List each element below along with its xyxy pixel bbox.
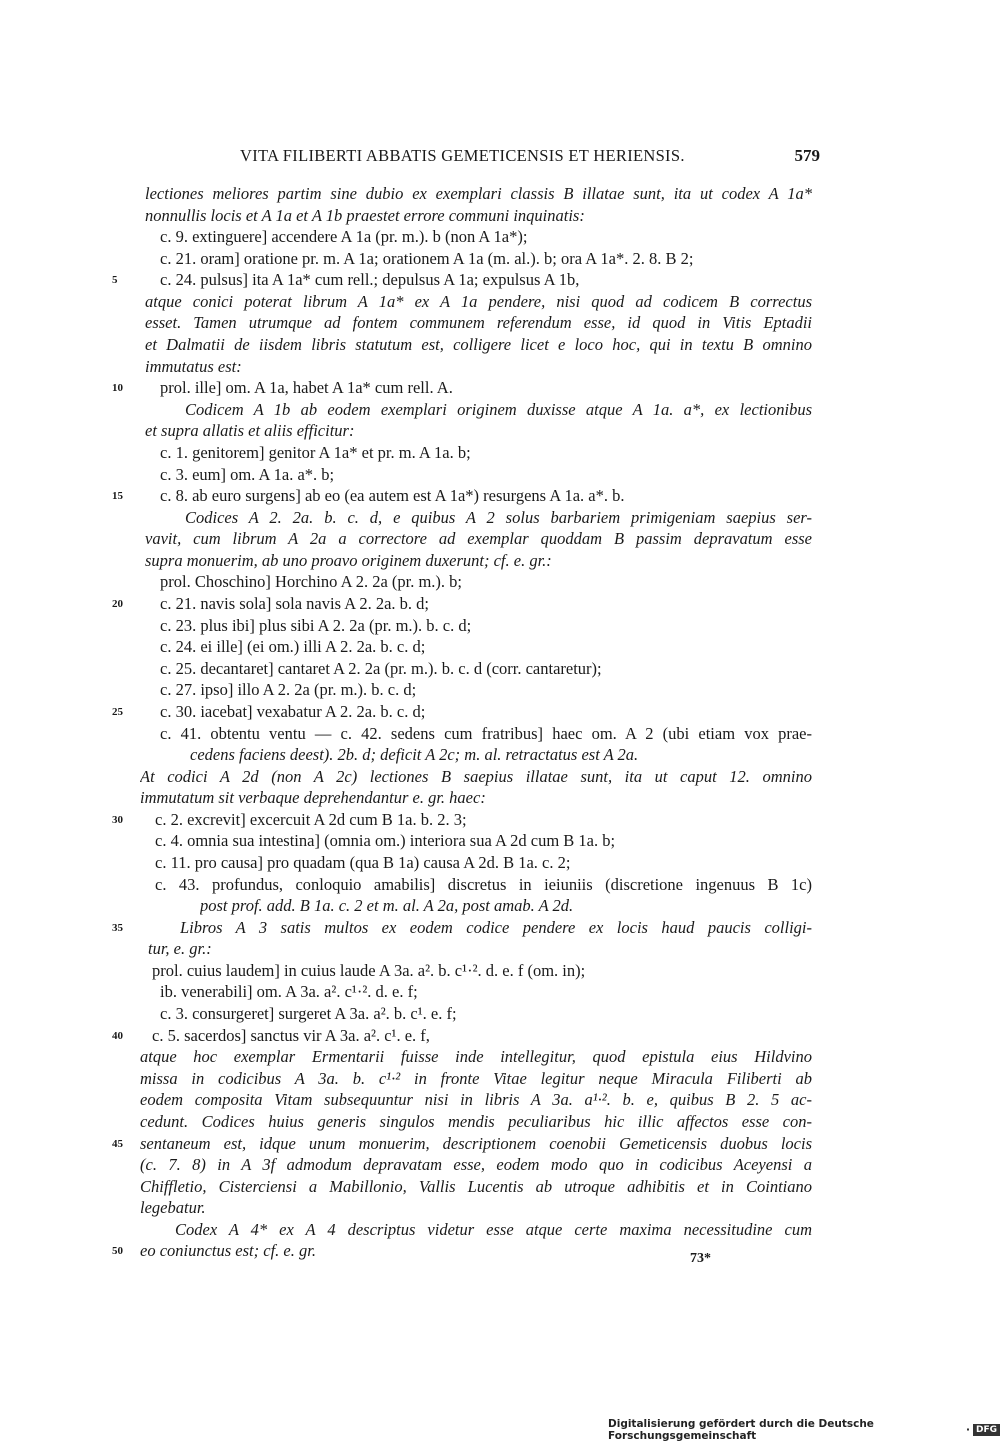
text-line: c. 41. obtentu ventu — c. 42. sedens cum fratribus] haec om. A 2 (ubi etiam vox prae- [160, 724, 812, 743]
text-line: lectiones meliores partim sine dubio ex exemplari classis B illatae sunt, ita ut codex A 1a* [145, 184, 812, 203]
text-line: Codicem A 1b ab eodem exemplari originem duxisse atque A 1a. a*, ex lectionibus [185, 400, 812, 419]
text-line: c. 25. decantaret] cantaret A 2. 2a (pr. m.). b. c. d (corr. cantaretur); [160, 659, 602, 678]
text-line: eo coniunctus est; cf. e. gr. [140, 1241, 316, 1260]
text-line: Chiffletio, Cisterciensi a Mabillonio, Vallis Lucentis ab utroque adhibitis et in Cointiano [140, 1177, 812, 1196]
line-number: 25 [112, 706, 123, 718]
page-number: 579 [794, 146, 820, 165]
text-line: c. 24. pulsus] ita A 1a* cum rell.; depulsus A 1a; expulsus A 1b, [160, 270, 580, 289]
text-line: sentaneum est, idque unum monuerim, descriptionem coenobii Gemeticensis duobus locis [140, 1134, 812, 1153]
text-line: c. 30. iacebat] vexabatur A 2. 2a. b. c. d; [160, 702, 426, 721]
text-line: ib. venerabili] om. A 3a. a². c¹·². d. e. f; [160, 982, 418, 1001]
footer-credit: Digitalisierung gefördert durch die Deutsche Forschungsgemeinschaft [608, 1418, 874, 1442]
text-line: cedunt. Codices huius generis singulos mendis peculiaribus hic illic affectos esse con- [140, 1112, 812, 1131]
text-line: supra monuerim, ab uno proavo originem duxerunt; cf. e. gr.: [145, 551, 552, 570]
dot-separator: · [965, 1424, 970, 1436]
text-line: Libros A 3 satis multos ex eodem codice pendere ex locis haud paucis colligi- [180, 918, 812, 937]
text-line: c. 4. omnia sua intestina] (omnia om.) interiora sua A 2d cum B 1a. b; [155, 831, 616, 850]
text-line: vavit, cum librum A 2a a correctore ad exemplar quoddam B passim depravatum esse [145, 529, 812, 548]
text-line: (c. 7. 8) in A 3f admodum depravatam esse, eodem modo quo in codicibus Aceyensi a [140, 1155, 812, 1174]
text-line: post prof. add. B 1a. c. 2 et m. al. A 2a, post amab. A 2d. [200, 896, 574, 915]
text-line: Codex A 4* ex A 4 descriptus videtur esse atque certe maxima necessitudine cum [175, 1220, 812, 1239]
text-line: c. 23. plus ibi] plus sibi A 2. 2a (pr. m.). b. c. d; [160, 616, 472, 635]
text-line: c. 9. extinguere] accendere A 1a (pr. m.). b (non A 1a*); [160, 227, 528, 246]
signature-mark: 73* [690, 1251, 711, 1266]
text-line: c. 24. ei ille] (ei om.) illi A 2. 2a. b. c. d; [160, 637, 426, 656]
line-number: 50 [112, 1245, 123, 1257]
text-line: c. 3. consurgeret] surgeret A 3a. a². b. c¹. e. f; [160, 1004, 457, 1023]
text-line: prol. ille] om. A 1a, habet A 1a* cum rell. A. [160, 378, 453, 397]
line-number: 15 [112, 490, 123, 502]
text-line: c. 5. sacerdos] sanctus vir A 3a. a². c¹. e. f, [152, 1026, 430, 1045]
line-number: 30 [112, 814, 123, 826]
footer [608, 1418, 1000, 1442]
text-line: c. 3. eum] om. A 1a. a*. b; [160, 465, 335, 484]
text-line: missa in codicibus A 3a. b. c¹·² in fronte Vitae legitur neque Miracula Filiberti ab [140, 1069, 812, 1088]
text-line: prol. cuius laudem] in cuius laude A 3a. a². b. c¹·². d. e. f (om. in); [152, 961, 586, 980]
text-line: c. 43. profundus, conloquio amabilis] discretus in ieiuniis (discretione ingenuus B 1c) [155, 875, 812, 894]
text-line: c. 8. ab euro surgens] ab eo (ea autem est A 1a*) resurgens A 1a. a*. b. [160, 486, 625, 505]
text-line: tur, e. gr.: [148, 939, 212, 958]
text-line: esset. Tamen utrumque ad fontem communem referendum esse, id quod in Vitis Eptadii [145, 313, 812, 332]
text-line: c. 11. pro causa] pro quadam (qua B 1a) causa A 2d. B 1a. c. 2; [155, 853, 571, 872]
text-line: immutatus est: [145, 357, 242, 376]
dfg-logo: DFG [973, 1424, 1000, 1436]
text-line: At codici A 2d (non A 2c) lectiones B saepius illatae sunt, ita ut caput 12. omnino [140, 767, 812, 786]
text-line: c. 21. navis sola] sola navis A 2. 2a. b. d; [160, 594, 430, 613]
text-line: et Dalmatii de iisdem libris statutum est, colligere licet e loco hoc, qui in textu B omnino [145, 335, 812, 354]
line-number: 45 [112, 1138, 123, 1150]
text-line: nonnullis locis et A 1a et A 1b praestet errore communi inquinatis: [145, 206, 585, 225]
text-line: c. 21. oram] oratione pr. m. A 1a; orationem A 1a (m. al.). b; ora A 1a*. 2. 8. B 2; [160, 249, 694, 268]
text-line: c. 2. excrevit] excercuit A 2d cum B 1a. b. 2. 3; [155, 810, 467, 829]
text-line: c. 27. ipso] illo A 2. 2a (pr. m.). b. c. d; [160, 680, 417, 699]
text-line: atque hoc exemplar Ermentarii fuisse inde intellegitur, quod epistula eius Hildvino [140, 1047, 812, 1066]
text-line: Codices A 2. 2a. b. c. d, e quibus A 2 solus barbariem primigeniam saepius ser- [185, 508, 812, 527]
text-line: et supra allatis et aliis efficitur: [145, 421, 355, 440]
text-line: atque conici poterat librum A 1a* ex A 1a pendere, nisi quod ad codicem B correctus [145, 292, 812, 311]
text-line: immutatum sit verbaque deprehendantur e. gr. haec: [140, 788, 486, 807]
text-line: c. 1. genitorem] genitor A 1a* et pr. m. A 1a. b; [160, 443, 471, 462]
running-header [140, 146, 820, 170]
line-number: 10 [112, 382, 123, 394]
line-number: 35 [112, 922, 123, 934]
line-number: 5 [112, 274, 118, 286]
text-line: cedens faciens deest). 2b. d; deficit A 2c; m. al. retractatus est A 2a. [190, 745, 639, 764]
running-title: VITA FILIBERTI ABBATIS GEMETICENSIS ET HERIENSIS. [240, 146, 685, 165]
text-line: eodem composita Vitam subsequuntur nisi in libris A 3a. a¹·². b. e, quibus B 2. 5 ac- [140, 1090, 812, 1109]
text-line: prol. Choschino] Horchino A 2. 2a (pr. m.). b; [160, 572, 463, 591]
line-number: 40 [112, 1030, 123, 1042]
text-line: legebatur. [140, 1198, 206, 1217]
line-number: 20 [112, 598, 123, 610]
